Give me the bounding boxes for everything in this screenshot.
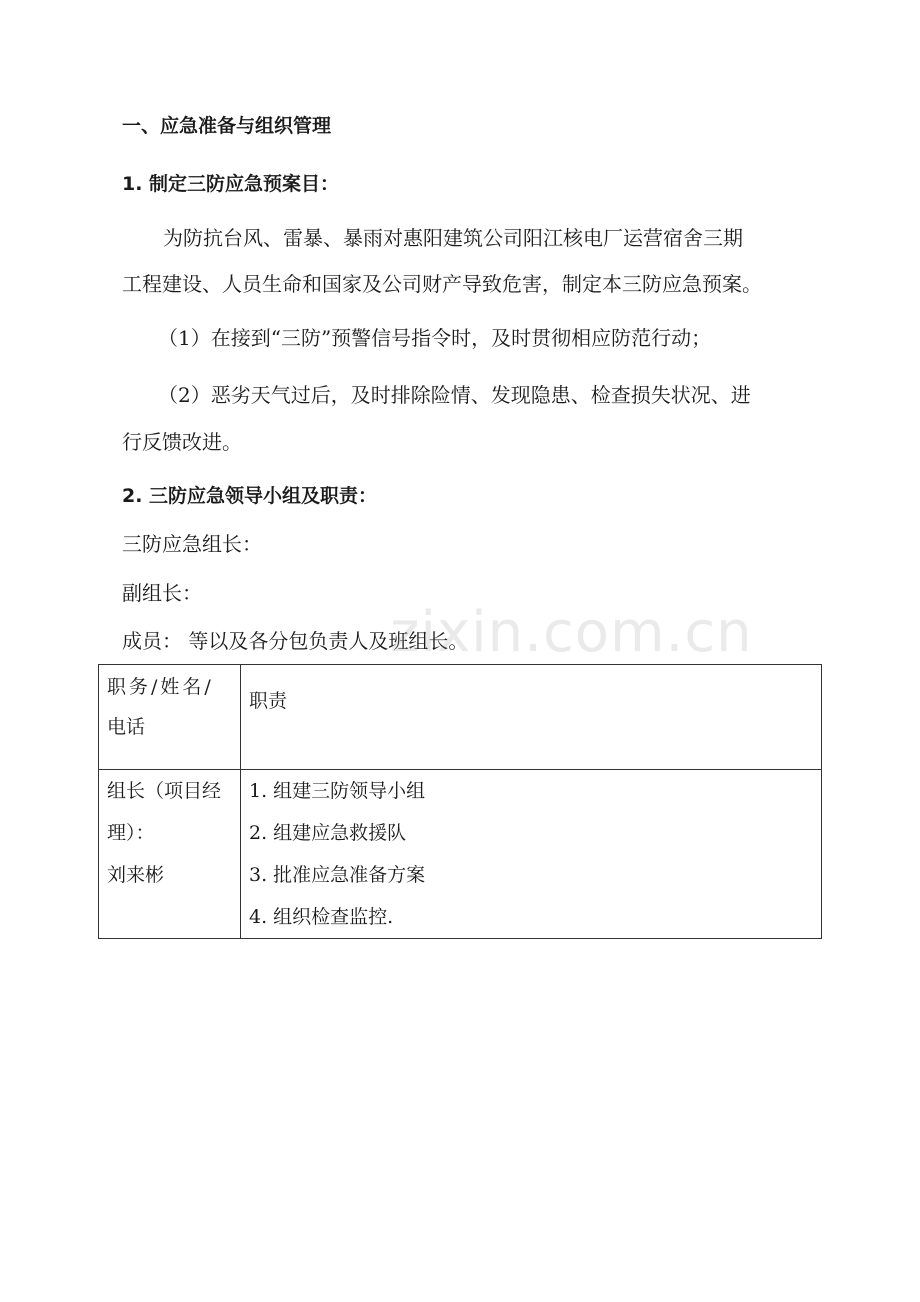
deputy-line: 副组长： xyxy=(122,581,202,605)
members-line: 成员： 等以及各分包负责人及班组长。 xyxy=(122,629,469,653)
header-col1-line1: 职务/姓名/ xyxy=(107,676,214,698)
watermark: zixin.com.cn xyxy=(390,600,753,665)
table-row xyxy=(99,770,822,939)
header-col1 xyxy=(99,665,241,770)
duty-item-4: 4. 组织检查监控. xyxy=(249,906,394,928)
section-title: 一、应急准备与组织管理 xyxy=(122,115,332,137)
purpose-line-2: 工程建设、人员生命和国家及公司财产导致危害，制定本三防应急预案。 xyxy=(122,272,762,296)
point-1: （1）在接到“三防”预警信号指令时，及时贯彻相应防范行动； xyxy=(158,326,712,350)
row1-col1-line1: 组长（项目经 xyxy=(107,780,222,802)
duty-item-1: 1. 组建三防领导小组 xyxy=(249,780,426,802)
row1-col1-line2: 理）： xyxy=(107,822,155,844)
table-header-row xyxy=(99,665,822,770)
row1-col1 xyxy=(99,770,241,939)
row1-col2 xyxy=(241,770,822,939)
purpose-line-1: 为防抗台风、雷暴、暴雨对惠阳建筑公司阳江核电厂运营宿舍三期 xyxy=(163,226,743,250)
leader-line: 三防应急组长： xyxy=(122,532,262,556)
header-col2: 职责 xyxy=(241,665,822,770)
item1-heading: 1. 制定三防应急预案目： xyxy=(122,173,340,195)
duty-item-2: 2. 组建应急救援队 xyxy=(249,822,407,844)
item2-heading: 2. 三防应急领导小组及职责： xyxy=(122,485,378,507)
row1-col1-line3: 刘来彬 xyxy=(107,864,165,886)
duty-item-3: 3. 批准应急准备方案 xyxy=(249,864,426,886)
point-2-line-2: 行反馈改进。 xyxy=(122,430,242,454)
point-2-line-1: （2）恶劣天气过后，及时排除险情、发现隐患、检查损失状况、进 xyxy=(158,383,751,407)
header-col1-line2: 电话 xyxy=(107,716,146,738)
duty-table xyxy=(98,664,822,939)
